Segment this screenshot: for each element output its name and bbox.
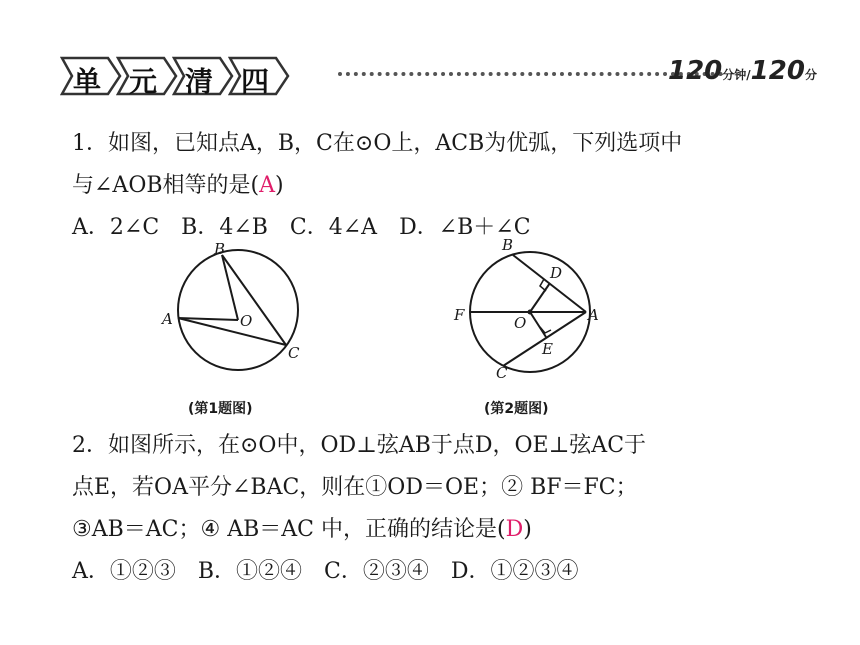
q2-label-D: D (550, 264, 563, 282)
q1-line2 (72, 168, 284, 199)
q2-right-angle-E (540, 327, 551, 333)
q2-line1 (72, 428, 646, 459)
q1-answer: A (259, 173, 275, 198)
q1-figure (150, 240, 320, 375)
header-chevron-2 (116, 56, 178, 96)
q2-caption: (第2题图) (484, 401, 549, 417)
header-chevron-3 (172, 56, 234, 96)
header-chevron-4 (228, 56, 290, 96)
q2-close-paren: ) (523, 517, 532, 542)
header-char-2: 元 (128, 65, 157, 98)
q2-label-B: B (502, 236, 514, 254)
q1-options-text: A．2∠C B．4∠B C．4∠A D．∠B＋∠C (72, 215, 531, 240)
q1-label-O: O (240, 312, 253, 330)
q2-options-text: A．①②③ B．①②④ C．②③④ D．①②③④ (72, 559, 579, 584)
header-dotted-line (338, 72, 723, 76)
q1-close-paren: ) (275, 173, 284, 198)
q1-circle (178, 250, 298, 370)
header-char-1: 单 (72, 65, 101, 98)
q2-options (72, 554, 579, 585)
q1-stem-end: 与∠AOB相等的是( (72, 173, 260, 198)
header-char-3: 清 (184, 65, 213, 98)
time-unit: 分钟/ (722, 68, 751, 82)
q2-figure (448, 236, 618, 386)
q2-segment-OE (530, 312, 546, 337)
q1-caption: (第1题图) (188, 401, 253, 417)
q2-line1-text: 2．如图所示，在⊙O中，OD⊥弦AB于点D，OE⊥弦AC于 (72, 433, 647, 458)
time-value: 120 (668, 56, 723, 86)
header-chevron-1 (60, 56, 122, 96)
q2-segment-OD (530, 283, 550, 312)
q2-label-F: F (454, 306, 465, 324)
q1-line1-text: 1．如图，已知点A，B，C在⊙O上，ACB为优弧，下列选项中 (72, 131, 683, 156)
header-char-4: 四 (240, 65, 269, 98)
q2-label-C: C (496, 364, 508, 382)
q1-label-B: B (214, 240, 226, 258)
q1-label-A: A (162, 310, 173, 328)
q2-answer: D (505, 517, 524, 542)
time-score-label (668, 56, 817, 86)
q1-line1 (72, 126, 682, 157)
q2-line3 (72, 512, 532, 543)
q2-label-E: E (542, 340, 553, 358)
q2-label-A: A (588, 306, 599, 324)
score-value: 120 (750, 56, 805, 86)
q2-label-O: O (514, 314, 527, 332)
score-unit: 分 (804, 68, 817, 82)
unit-header (60, 50, 830, 100)
q2-line2 (72, 470, 638, 501)
q2-stem-end: ③AB＝AC；④ AB＝AC 中，正确的结论是( (72, 517, 506, 542)
q2-center-dot (528, 310, 533, 315)
q1-label-C: C (288, 344, 300, 362)
q2-line2-text: 点E，若OA平分∠BAC，则在①OD＝OE；② BF＝FC； (72, 475, 638, 500)
